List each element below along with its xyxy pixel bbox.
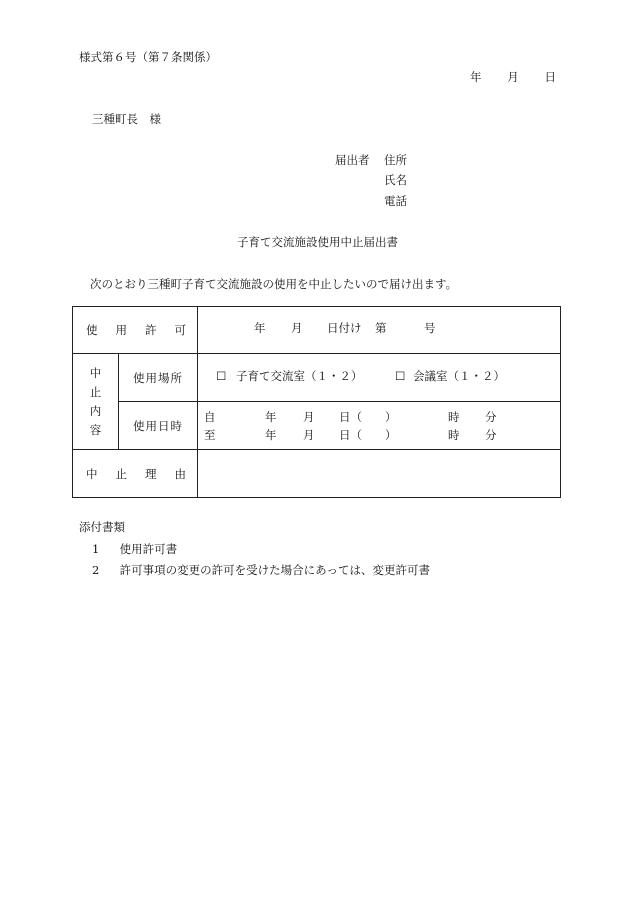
place-option-1-checkbox[interactable]: ☐ — [216, 368, 227, 383]
permit-day: 日付け — [327, 321, 362, 335]
to-month: 月 — [303, 427, 315, 442]
applicant-phone-label: 電話 — [384, 194, 407, 208]
from-day: 日（ ） — [339, 409, 397, 424]
suspend-label-cell — [73, 354, 119, 450]
datetime-row — [73, 402, 561, 450]
addressee: 三種町長 様 — [92, 112, 161, 126]
from-year: 年 — [265, 409, 277, 424]
datetime-label: 使用日時 — [133, 418, 183, 433]
document-title: 子育て交流施設使用中止届出書 — [237, 235, 398, 249]
date-day: 日 — [544, 70, 556, 84]
permit-row — [73, 307, 561, 354]
place-option-2-checkbox[interactable]: ☐ — [395, 368, 406, 383]
reason-value-cell[interactable] — [198, 450, 561, 498]
attachments-heading: 添付書類 — [79, 520, 125, 534]
permit-dai: 第 — [375, 321, 387, 335]
applicant-address-label: 住所 — [384, 153, 407, 167]
intro-text: 次のとおり三種町子育て交流施設の使用を中止したいので届け出ます。 — [90, 277, 458, 291]
attachment-num: 1 — [92, 542, 100, 556]
to-hour: 時 — [448, 427, 460, 442]
place-option-2-label: 会議室（１・２） — [413, 368, 505, 383]
date-year: 年 — [470, 70, 482, 84]
applicant-role-label: 届出者 — [335, 153, 370, 167]
reason-row — [73, 450, 561, 498]
from-month: 月 — [303, 409, 315, 424]
date-month: 月 — [507, 70, 519, 84]
from-label: 自 — [204, 409, 216, 424]
applicant-name-label: 氏名 — [384, 173, 407, 187]
reason-label: 中 止 理 由 — [86, 466, 186, 481]
reason-label-cell — [73, 450, 198, 498]
attachment-text: 使用許可書 — [119, 542, 178, 556]
permit-value-cell — [198, 307, 561, 354]
place-label: 使用場所 — [133, 370, 183, 385]
to-year: 年 — [265, 427, 277, 442]
datetime-label-cell — [119, 402, 198, 450]
attachment-text: 許可事項の変更の許可を受けた場合にあっては、変更許可書 — [119, 563, 431, 577]
from-minute: 分 — [485, 409, 497, 424]
to-minute: 分 — [485, 427, 497, 442]
form-number: 様式第６号（第７条関係） — [79, 50, 217, 64]
datetime-value-cell — [198, 402, 561, 450]
date-line — [470, 72, 556, 84]
permit-go: 号 — [424, 321, 436, 335]
to-day: 日（ ） — [339, 427, 397, 442]
permit-label: 使 用 許 可 — [86, 323, 186, 337]
form-table — [72, 306, 561, 498]
suspend-label: 中 止 内 容 — [89, 365, 102, 437]
place-label-cell — [119, 354, 198, 402]
place-value-cell — [198, 354, 561, 402]
attachment-num: 2 — [92, 563, 100, 577]
from-hour: 時 — [448, 409, 460, 424]
attachment-item — [92, 544, 177, 556]
permit-month: 月 — [291, 321, 303, 335]
attachment-item — [92, 565, 430, 577]
permit-label-cell — [73, 307, 198, 354]
permit-year: 年 — [254, 321, 266, 335]
place-row — [73, 354, 561, 402]
place-option-1-label: 子育て交流室（１・２） — [236, 368, 363, 383]
to-label: 至 — [204, 427, 216, 442]
